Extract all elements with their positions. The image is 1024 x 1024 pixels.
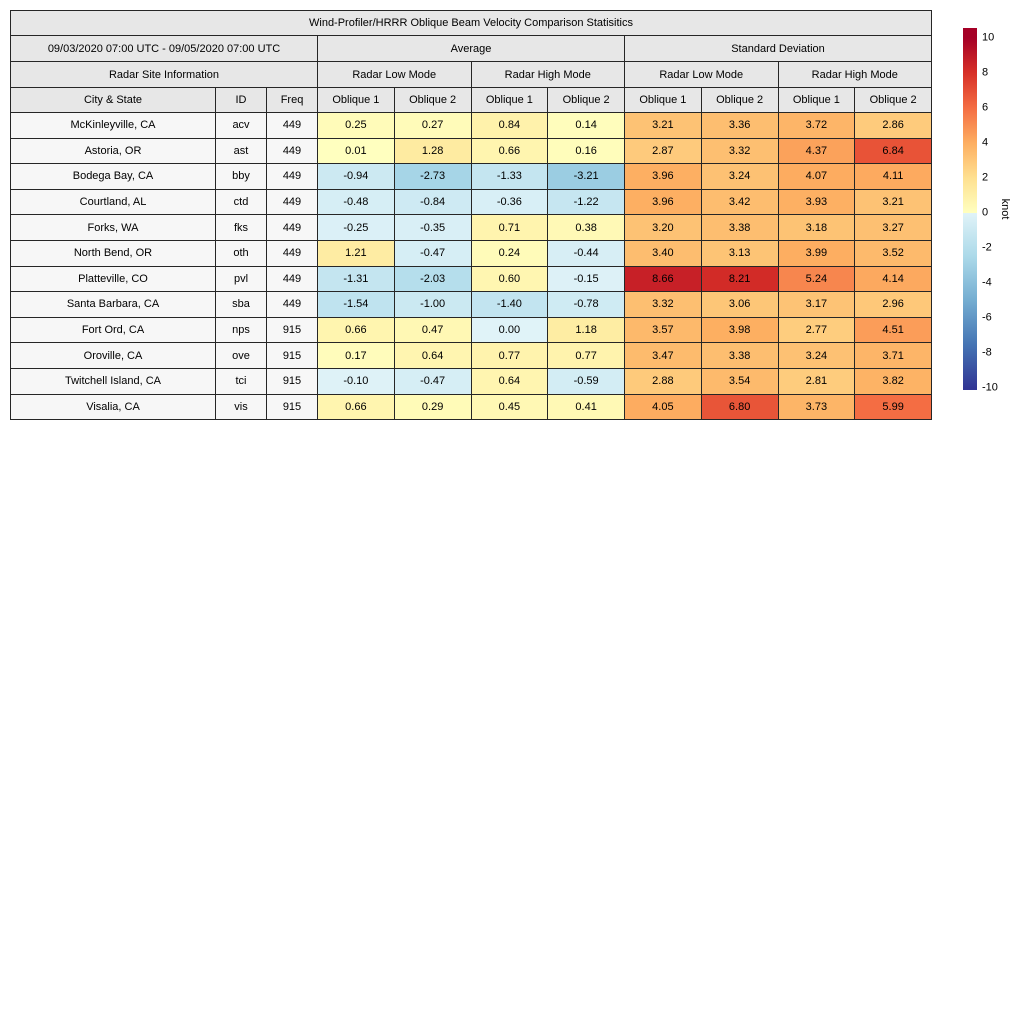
value-cell: -0.94	[318, 164, 395, 190]
value-cell: 3.13	[701, 240, 778, 266]
city-cell: Bodega Bay, CA	[11, 164, 216, 190]
value-cell: -0.47	[394, 368, 471, 394]
value-cell: -0.36	[471, 189, 548, 215]
colorbar-tick-label: 8	[982, 66, 989, 79]
colorbar-tick-label: 10	[982, 31, 995, 44]
table-row	[11, 394, 932, 420]
mode-header-row	[11, 62, 932, 88]
freq-cell: 915	[267, 368, 318, 394]
stats-table	[10, 10, 932, 420]
colorbar-tick-label: 4	[982, 136, 989, 149]
table-row	[11, 240, 932, 266]
value-cell: 3.21	[625, 113, 702, 139]
city-cell: North Bend, OR	[11, 240, 216, 266]
city-cell: Twitchell Island, CA	[11, 368, 216, 394]
city-cell: Forks, WA	[11, 215, 216, 241]
value-cell: 3.18	[778, 215, 855, 241]
value-cell: 4.05	[625, 394, 702, 420]
table-row	[11, 138, 932, 164]
value-cell: 2.87	[625, 138, 702, 164]
value-cell: 3.96	[625, 164, 702, 190]
freq-cell: 449	[267, 215, 318, 241]
value-cell: 4.14	[855, 266, 932, 292]
value-cell: -1.31	[318, 266, 395, 292]
city-cell: Courtland, AL	[11, 189, 216, 215]
value-cell: 0.24	[471, 240, 548, 266]
value-cell: 4.51	[855, 317, 932, 343]
freq-cell: 915	[267, 343, 318, 369]
oblique2-column-header: Oblique 2	[701, 88, 778, 113]
city-cell: Santa Barbara, CA	[11, 292, 216, 318]
std-low-mode-header: Radar Low Mode	[625, 62, 779, 88]
value-cell: -0.15	[548, 266, 625, 292]
table-row	[11, 317, 932, 343]
site-id-cell: ove	[216, 343, 267, 369]
site-id-cell: nps	[216, 317, 267, 343]
value-cell: 5.24	[778, 266, 855, 292]
colorbar-gradient	[963, 28, 977, 390]
value-cell: 0.60	[471, 266, 548, 292]
value-cell: 0.66	[318, 317, 395, 343]
value-cell: 8.21	[701, 266, 778, 292]
value-cell: 2.86	[855, 113, 932, 139]
value-cell: 0.84	[471, 113, 548, 139]
value-cell: -0.78	[548, 292, 625, 318]
value-cell: 0.66	[318, 394, 395, 420]
id-column-header: ID	[216, 88, 267, 113]
table-row	[11, 368, 932, 394]
value-cell: 2.77	[778, 317, 855, 343]
value-cell: 3.98	[701, 317, 778, 343]
site-id-cell: oth	[216, 240, 267, 266]
table-row	[11, 343, 932, 369]
table-row	[11, 292, 932, 318]
value-cell: 0.71	[471, 215, 548, 241]
table-row	[11, 266, 932, 292]
table-row	[11, 164, 932, 190]
oblique2-column-header: Oblique 2	[548, 88, 625, 113]
avg-high-mode-header: Radar High Mode	[471, 62, 625, 88]
freq-cell: 449	[267, 189, 318, 215]
freq-cell: 449	[267, 138, 318, 164]
oblique1-column-header: Oblique 1	[778, 88, 855, 113]
oblique2-column-header: Oblique 2	[394, 88, 471, 113]
value-cell: 0.77	[471, 343, 548, 369]
oblique1-column-header: Oblique 1	[625, 88, 702, 113]
value-cell: -2.03	[394, 266, 471, 292]
value-cell: 3.54	[701, 368, 778, 394]
value-cell: -0.44	[548, 240, 625, 266]
value-cell: 3.38	[701, 343, 778, 369]
site-id-cell: ctd	[216, 189, 267, 215]
value-cell: 2.88	[625, 368, 702, 394]
site-id-cell: ast	[216, 138, 267, 164]
freq-cell: 449	[267, 113, 318, 139]
value-cell: -1.00	[394, 292, 471, 318]
value-cell: 6.84	[855, 138, 932, 164]
site-id-cell: sba	[216, 292, 267, 318]
value-cell: 0.25	[318, 113, 395, 139]
value-cell: 0.27	[394, 113, 471, 139]
group-header-standard-deviation: Standard Deviation	[625, 36, 932, 62]
std-high-mode-header: Radar High Mode	[778, 62, 932, 88]
avg-low-mode-header: Radar Low Mode	[318, 62, 472, 88]
oblique2-column-header: Oblique 2	[855, 88, 932, 113]
value-cell: -1.33	[471, 164, 548, 190]
value-cell: 0.64	[471, 368, 548, 394]
oblique1-column-header: Oblique 1	[318, 88, 395, 113]
value-cell: 0.14	[548, 113, 625, 139]
freq-cell: 449	[267, 266, 318, 292]
value-cell: 3.73	[778, 394, 855, 420]
value-cell: 3.06	[701, 292, 778, 318]
column-header-row	[11, 88, 932, 113]
value-cell: 4.07	[778, 164, 855, 190]
value-cell: 3.93	[778, 189, 855, 215]
site-info-header: Radar Site Information	[11, 62, 318, 88]
value-cell: 4.37	[778, 138, 855, 164]
value-cell: 0.64	[394, 343, 471, 369]
value-cell: 1.21	[318, 240, 395, 266]
group-header-average: Average	[318, 36, 625, 62]
colorbar	[963, 28, 1024, 394]
value-cell: 0.45	[471, 394, 548, 420]
site-id-cell: pvl	[216, 266, 267, 292]
city-cell: Platteville, CO	[11, 266, 216, 292]
value-cell: -0.84	[394, 189, 471, 215]
site-id-cell: vis	[216, 394, 267, 420]
value-cell: 3.96	[625, 189, 702, 215]
value-cell: 6.80	[701, 394, 778, 420]
time-period-label: 09/03/2020 07:00 UTC - 09/05/2020 07:00 UTC	[11, 36, 318, 62]
value-cell: 3.24	[778, 343, 855, 369]
chart-title: Wind-Profiler/HRRR Oblique Beam Velocity Comparison Statisitics	[11, 11, 932, 36]
table-row	[11, 215, 932, 241]
value-cell: -0.10	[318, 368, 395, 394]
value-cell: 3.72	[778, 113, 855, 139]
value-cell: -0.25	[318, 215, 395, 241]
value-cell: 3.82	[855, 368, 932, 394]
site-id-cell: bby	[216, 164, 267, 190]
title-row	[11, 11, 932, 36]
table-row	[11, 189, 932, 215]
city-cell: Astoria, OR	[11, 138, 216, 164]
value-cell: 3.40	[625, 240, 702, 266]
value-cell: 4.11	[855, 164, 932, 190]
value-cell: 0.66	[471, 138, 548, 164]
freq-column-header: Freq	[267, 88, 318, 113]
value-cell: 3.21	[855, 189, 932, 215]
table-row	[11, 113, 932, 139]
freq-cell: 915	[267, 394, 318, 420]
value-cell: 3.71	[855, 343, 932, 369]
freq-cell: 449	[267, 164, 318, 190]
oblique1-column-header: Oblique 1	[471, 88, 548, 113]
value-cell: 0.38	[548, 215, 625, 241]
city-state-column-header: City & State	[11, 88, 216, 113]
colorbar-tick-label: -10	[982, 381, 998, 394]
value-cell: 3.27	[855, 215, 932, 241]
city-cell: McKinleyville, CA	[11, 113, 216, 139]
value-cell: 0.17	[318, 343, 395, 369]
value-cell: 3.99	[778, 240, 855, 266]
value-cell: 1.28	[394, 138, 471, 164]
value-cell: -0.35	[394, 215, 471, 241]
value-cell: 0.29	[394, 394, 471, 420]
site-id-cell: fks	[216, 215, 267, 241]
value-cell: 5.99	[855, 394, 932, 420]
value-cell: 0.00	[471, 317, 548, 343]
value-cell: 2.96	[855, 292, 932, 318]
value-cell: -1.54	[318, 292, 395, 318]
city-cell: Visalia, CA	[11, 394, 216, 420]
value-cell: 8.66	[625, 266, 702, 292]
value-cell: 0.77	[548, 343, 625, 369]
value-cell: 0.01	[318, 138, 395, 164]
value-cell: 3.36	[701, 113, 778, 139]
colorbar-tick-label: -4	[982, 276, 992, 289]
freq-cell: 915	[267, 317, 318, 343]
value-cell: 3.32	[625, 292, 702, 318]
value-cell: 3.38	[701, 215, 778, 241]
site-id-cell: acv	[216, 113, 267, 139]
colorbar-tick-label: 0	[982, 206, 989, 219]
city-cell: Fort Ord, CA	[11, 317, 216, 343]
value-cell: -0.48	[318, 189, 395, 215]
value-cell: 3.47	[625, 343, 702, 369]
value-cell: 3.24	[701, 164, 778, 190]
value-cell: 0.47	[394, 317, 471, 343]
table-body	[11, 113, 932, 420]
value-cell: 3.17	[778, 292, 855, 318]
colorbar-tick-label: 6	[982, 101, 989, 114]
value-cell: -0.47	[394, 240, 471, 266]
value-cell: 3.42	[701, 189, 778, 215]
value-cell: -2.73	[394, 164, 471, 190]
colorbar-tick-label: -2	[982, 241, 992, 254]
value-cell: 0.41	[548, 394, 625, 420]
group-header-row	[11, 36, 932, 62]
value-cell: -3.21	[548, 164, 625, 190]
value-cell: -1.40	[471, 292, 548, 318]
colorbar-tick-label: -8	[982, 346, 992, 359]
site-id-cell: tci	[216, 368, 267, 394]
colorbar-tick-label: 2	[982, 171, 989, 184]
value-cell: 3.52	[855, 240, 932, 266]
city-cell: Oroville, CA	[11, 343, 216, 369]
value-cell: 3.20	[625, 215, 702, 241]
colorbar-tick-label: -6	[982, 311, 992, 324]
value-cell: 0.16	[548, 138, 625, 164]
freq-cell: 449	[267, 240, 318, 266]
value-cell: -1.22	[548, 189, 625, 215]
colorbar-unit-label: knot	[999, 198, 1011, 220]
value-cell: 2.81	[778, 368, 855, 394]
value-cell: 1.18	[548, 317, 625, 343]
value-cell: 3.32	[701, 138, 778, 164]
value-cell: -0.59	[548, 368, 625, 394]
freq-cell: 449	[267, 292, 318, 318]
value-cell: 3.57	[625, 317, 702, 343]
